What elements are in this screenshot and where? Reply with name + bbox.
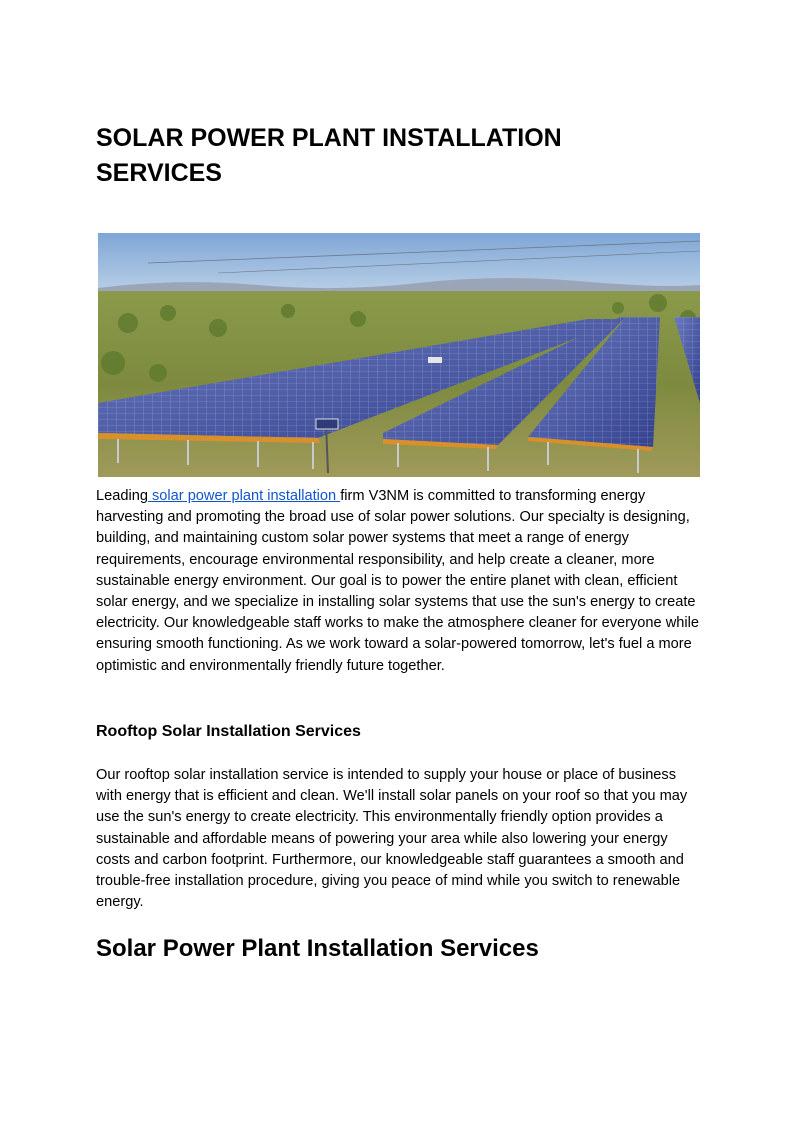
- intro-paragraph: [96, 486, 702, 677]
- solar-installation-link[interactable]: solar power plant installation: [147, 488, 341, 504]
- rooftop-paragraph: Our rooftop solar installation service is intended to supply your house or place of business with energy that is efficient and clean. We'll install solar panels on your roof so that you may use the sun's energy to create electricity. This environmentally friendly option provides a sustainable and affordable means of powering your area while also lowering your energy costs and carbon footprint. Furthermore, our knowledgeable staff guarantees a smooth and trouble-free installation procedure, giving you peace of mind while you switch to renewable energy.: [96, 767, 688, 911]
- rooftop-heading: Rooftop Solar Installation Services: [96, 723, 361, 740]
- section-heading: Solar Power Plant Installation Services: [96, 935, 539, 962]
- intro-rest: firm V3NM is committed to transforming energy harvesting and promoting the broad use of solar power solutions. Our specialty is designing, building, and maintaining custom solar power systems that meet a range of energy requirements, encourage environmental responsibility, and help create a cleaner, more sustainable energy environment. Our goal is to power the entire planet with clean, efficient solar energy, and we specialize in installing solar systems that use the sun's energy to create electricity. Our knowledgeable staff works to make the atmosphere cleaner for everyone while ensuring smooth functioning. As we work toward a solar-powered tomorrow, let's fuel a more optimistic and environmentally friendly future together.: [96, 488, 699, 674]
- document-title: SOLAR POWER PLANT INSTALLATION SERVICES: [96, 124, 562, 187]
- intro-lead: Leading: [96, 488, 148, 504]
- solar-panel-photo: [98, 233, 700, 477]
